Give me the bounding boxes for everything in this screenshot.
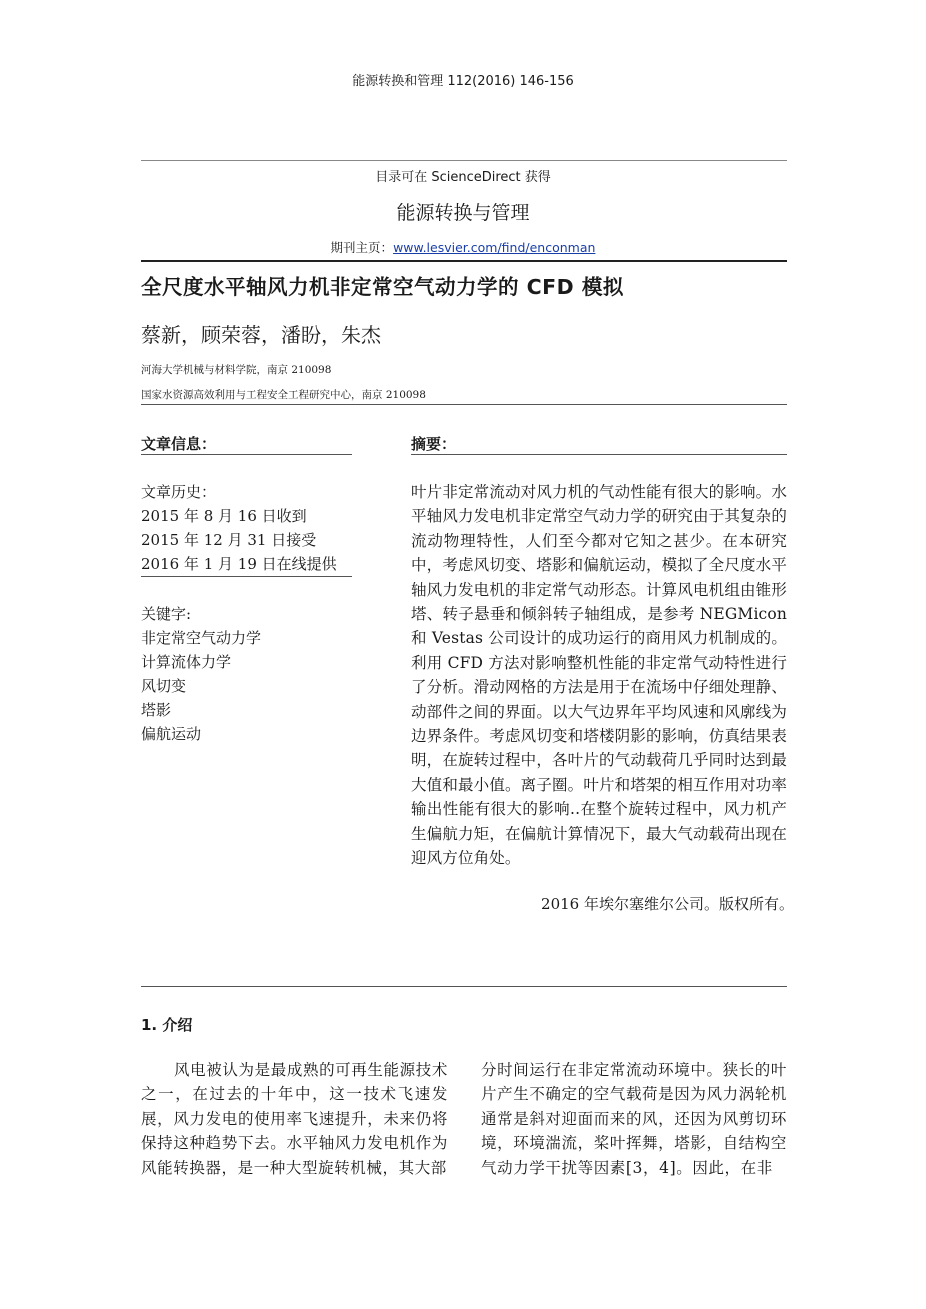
top-divider [141,160,787,161]
header-divider [141,260,787,262]
keywords-label: 关键字: [141,605,192,623]
history-received: 2015 年 8 月 16 日收到 [141,507,307,525]
history-online: 2016 年 1 月 19 日在线提供 [141,555,337,573]
keyword-item: 非定常空气动力学 [141,629,262,647]
contents-availability-line: 目录可在 ScienceDirect 获得 [375,170,551,185]
authors: 蔡新，顾荣蓉，潘盼，朱杰 [141,323,381,347]
section-heading-introduction: 1. 介绍 [141,1016,193,1034]
abstract-heading-rule [411,454,787,455]
section-divider [141,986,787,987]
intro-right-column: 分时间运行在非定常流动环境中。狭长的叶片产生不确定的空气载荷是因为风力涡轮机通常是斜对迎面而来的风，还因为风剪切环境，环境湍流，桨叶挥舞，塔影，自结构空气动力学干扰等因素[3，4]。因此，在非 [481,1061,787,1177]
affiliation-1: 河海大学机械与材料学院，南京 210098 [141,364,332,376]
affiliation-divider [141,404,787,405]
keyword-item: 偏航运动 [141,725,202,743]
journal-name: 能源转换与管理 [396,202,530,224]
affiliation-2: 国家水资源高效利用与工程安全工程研究中心，南京 210098 [141,389,426,401]
homepage-label: 期刊主页： [330,240,394,255]
article-info-heading-rule [141,454,352,455]
history-divider [141,576,352,577]
intro-left-column: 风电被认为是最成熟的可再生能源技术之一，在过去的十年中，这一技术飞速发展，风力发电的使用率飞速提升，未来仍将保持这种趋势下去。水平轴风力发电机作为风能转换器，是一种大型旋转机械，其大部 [141,1061,448,1177]
abstract-heading: 摘要： [411,435,457,453]
copyright-notice: 2016 年埃尔塞维尔公司。版权所有。 [541,895,794,913]
article-info-heading: 文章信息： [141,435,217,453]
homepage-link[interactable]: www.lesvier.com/find/enconman [393,240,596,255]
keyword-item: 风切变 [141,677,187,695]
keyword-item: 塔影 [141,701,172,719]
history-accepted: 2015 年 12 月 31 日接受 [141,531,317,549]
journal-reference: 能源转换和管理 112(2016) 146-156 [352,74,574,89]
journal-homepage-line [0,238,926,256]
keyword-item: 计算流体力学 [141,653,232,671]
history-label: 文章历史： [141,483,217,501]
abstract-body: 叶片非定常流动对风力机的气动性能有很大的影响。水平轴风力发电机非定常空气动力学的研究由于其复杂的流动物理特性，人们至今都对它知之甚少。在本研究中，考虑风切变、塔影和偏航运动，模拟了全尺度水平轴风力发电机的非定常气动形态。计算风电机组由锥形塔、转子悬垂和倾斜转子轴组成，是参考 NEGMicon 和 Vestas 公司设计的成功运行的商用风力机制成的。利用 CFD 方法对影响整机性能的非定常气动特性进行了分析。滑动网格的方法是用于在流场中仔细处理静、动部件之间的界面。以大气边界年平均风速和风廓线为边界条件。考虑风切变和塔楼阴影的影响，仿真结果表明，在旋转过程中，各叶片的气动载荷几乎同时达到最大值和最小值。离子圈。叶片和塔架的相互作用对功率输出性能有很大的影响..在整个旋转过程中，风力机产生偏航力矩，在偏航计算情况下，最大气动载荷出现在迎风方位角处。 [411,483,787,868]
article-title: 全尺度水平轴风力机非定常空气动力学的 CFD 模拟 [141,275,624,299]
